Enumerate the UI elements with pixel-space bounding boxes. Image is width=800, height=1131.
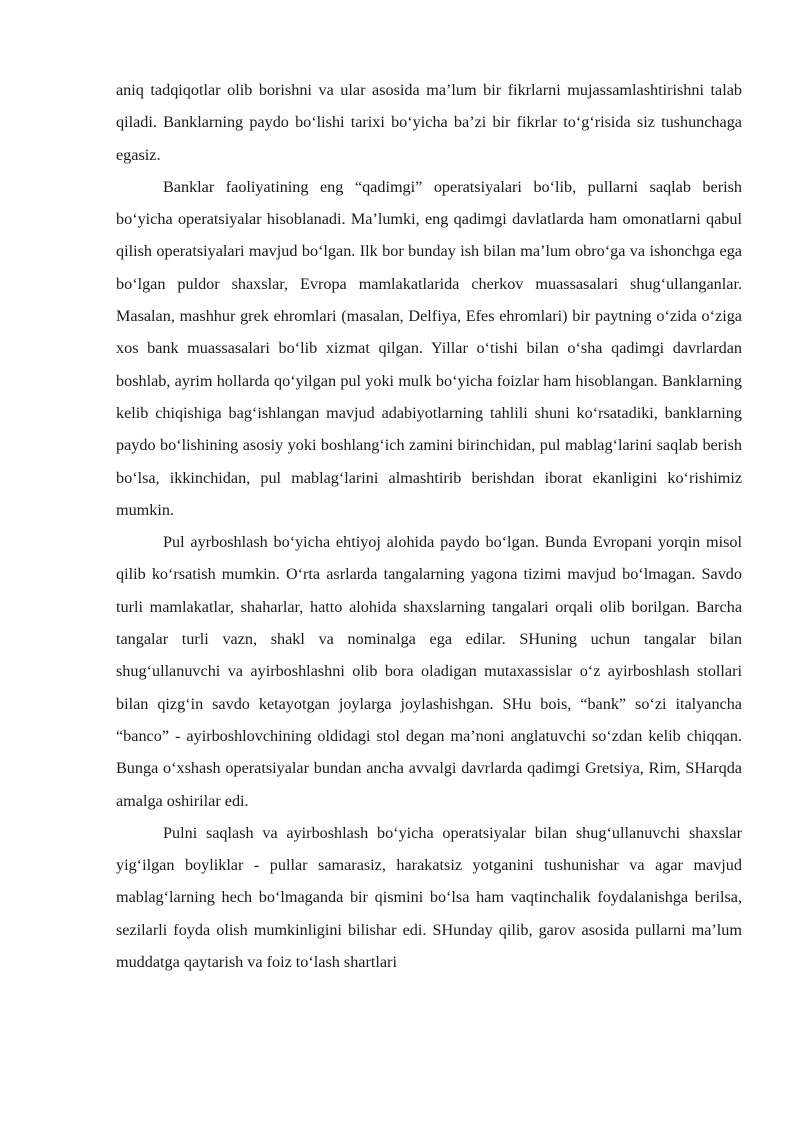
body-text [116, 74, 742, 978]
paragraph-4: Pulni saqlash va ayirboshlash bo‘yicha operatsiyalar bilan shug‘ullanuvchi shaxslar yig‘ilgan boyliklar - pullar samarasiz, harakatsiz yotganini tushunishar va agar mavjud mablag‘larning hech bo‘lmaganda bir qismini bo‘lsa ham vaqtinchalik foydalanishga berilsa, sezilarli foyda olish mumkinligini bilishar edi. SHunday qilib, garov asosida pullarni ma’lum muddatga qaytarish va foiz to‘lash shartlari [116, 823, 742, 972]
paragraph-3: Pul ayrboshlash bo‘yicha ehtiyoj alohida paydo bo‘lgan. Bunda Evropani yorqin misol qilib ko‘rsatish mumkin. O‘rta asrlarda tangalarning yagona tizimi mavjud bo‘lmagan. Savdo turli mamlakatlar, shaharlar, hatto alohida shaxslarning tangalari orqali olib borilgan. Barcha tangalar turli vazn, shakl va nominalga ega edilar. SHuning uchun tangalar bilan shug‘ullanuvchi va ayirboshlashni olib bora oladigan mutaxassislar o‘z ayirboshlash stollari bilan qizg‘in savdo ketayotgan joylarga joylashishgan. SHu bois, “bank” so‘zi italyancha “banco” - ayirboshlovchining oldidagi stol degan ma’noni anglatuvchi so‘zdan kelib chiqqan. Bunga o‘xshash operatsiyalar bundan ancha avvalgi davrlarda qadimgi Gretsiya, Rim, SHarqda amalga oshirilar edi. [116, 533, 742, 810]
paragraph-1: aniq tadqiqotlar olib borishni va ular asosida ma’lum bir fikrlarni mujassamlashtirishni talab qiladi. Banklarning paydo bo‘lishi tarixi bo‘yicha ba’zi bir fikrlar to‘g‘risida siz tushunchaga egasiz. [116, 81, 742, 164]
paragraph-2: Banklar faoliyatining eng “qadimgi” operatsiyalari bo‘lib, pullarni saqlab berish bo‘yicha operatsiyalar hisoblanadi. Ma’lumki, eng qadimgi davlatlarda ham omonatlarni qabul qilish operatsiyalari mavjud bo‘lgan. Ilk bor bunday ish bilan ma’lum obro‘ga va ishonchga ega bo‘lgan puldor shaxslar, Evropa mamlakatlarida cherkov muassasalari shug‘ullanganlar. Masalan, mashhur grek ehromlari (masalan, Delfiya, Efes ehromlari) bir paytning o‘zida o‘ziga xos bank muassasalari bo‘lib xizmat qilgan. Yillar o‘tishi bilan o‘sha qadimgi davrlardan boshlab, ayrim hollarda qo‘yilgan pul yoki mulk bo‘yicha foizlar ham hisoblangan. Banklarning kelib chiqishiga bag‘ishlangan mavjud adabiyotlarning tahlili shuni ko‘rsatadiki, banklarning paydo bo‘lishining asosiy yoki boshlang‘ich zamini birinchidan, pul mablag‘larini saqlab berish bo‘lsa, ikkinchidan, pul mablag‘larini almashtirib berishdan iborat ekanligini ko‘rishimiz mumkin. [116, 177, 742, 519]
